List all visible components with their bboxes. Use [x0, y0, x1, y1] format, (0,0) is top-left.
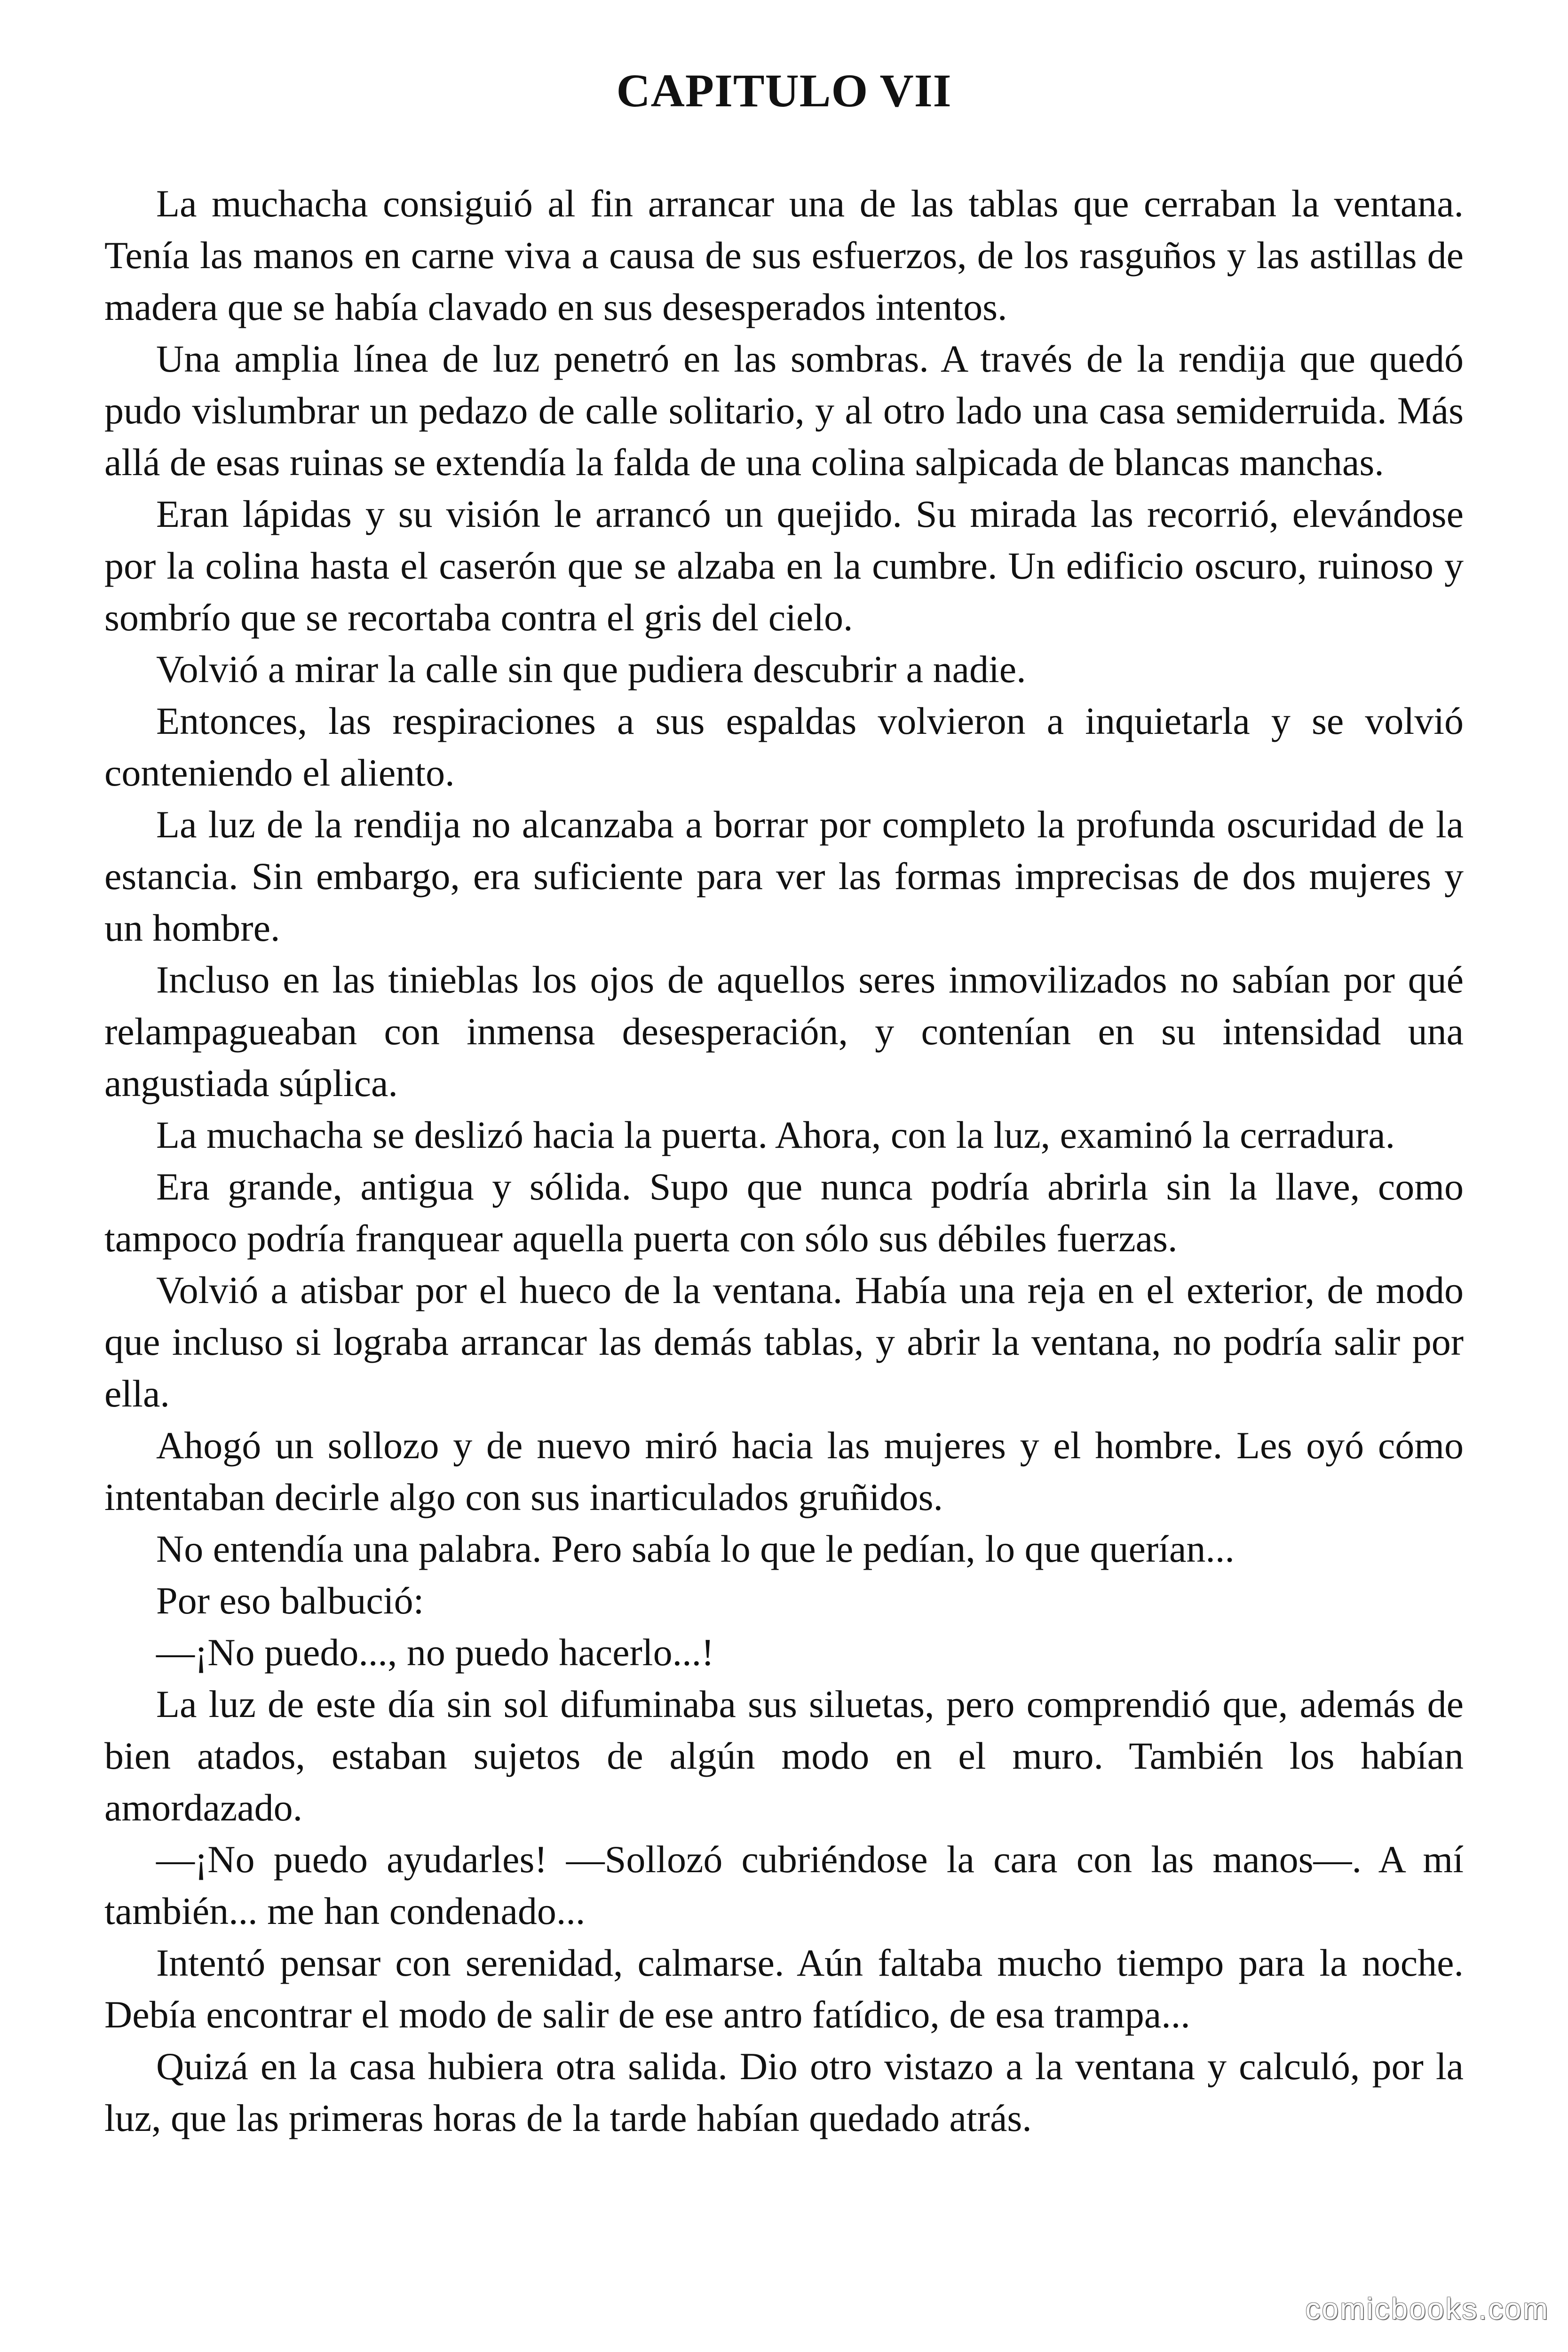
watermark: comicbooks.com [1305, 2292, 1549, 2326]
paragraph: —¡No puedo..., no puedo hacerlo...! [156, 1631, 714, 1674]
paragraph: Incluso en las tinieblas los ojos de aquellos seres inmovilizados no sabían por qué relampagueaban con inmensa desesperación, y contenían en su intensidad una angustiada súplica. [104, 958, 1464, 1104]
paragraph: Quizá en la casa hubiera otra salida. Dio otro vistazo a la ventana y calculó, por la luz, que las primeras horas de la tarde habían quedado atrás. [104, 2045, 1464, 2139]
paragraph: —¡No puedo ayudarles! —Sollozó cubriéndose la cara con las manos—. A mí también... me han condenado... [104, 1838, 1464, 1932]
paragraph: La luz de la rendija no alcanzaba a borrar por completo la profunda oscuridad de la estancia. Sin embargo, era suficiente para ver las formas imprecisas de dos mujeres y un hombre. [104, 803, 1464, 949]
paragraph: Ahogó un sollozo y de nuevo miró hacia las mujeres y el hombre. Les oyó cómo intentaban decirle algo con sus inarticulados gruñidos. [104, 1424, 1464, 1518]
chapter-body [104, 178, 1464, 2144]
paragraph: Volvió a mirar la calle sin que pudiera descubrir a nadie. [156, 648, 1026, 691]
paragraph: Volvió a atisbar por el hueco de la ventana. Había una reja en el exterior, de modo que incluso si lograba arrancar las demás tablas, y abrir la ventana, no podría salir por ella. [104, 1269, 1464, 1415]
paragraph: Eran lápidas y su visión le arrancó un quejido. Su mirada las recorrió, elevándose por la colina hasta el caserón que se alzaba en la cumbre. Un edificio oscuro, ruinoso y sombrío que se recortaba contra el gris del cielo. [104, 493, 1464, 639]
paragraph: La muchacha se deslizó hacia la puerta. Ahora, con la luz, examinó la cerradura. [156, 1113, 1395, 1156]
paragraph: Una amplia línea de luz penetró en las sombras. A través de la rendija que quedó pudo vislumbrar un pedazo de calle solitario, y al otro lado una casa semiderruida. Más allá de esas ruinas se extendía la falda de una colina salpicada de blancas manchas. [104, 337, 1464, 484]
paragraph: No entendía una palabra. Pero sabía lo que le pedían, lo que querían... [156, 1527, 1235, 1570]
paragraph: Entonces, las respiraciones a sus espaldas volvieron a inquietarla y se volvió conteniendo el aliento. [104, 699, 1464, 794]
paragraph: La muchacha consiguió al fin arrancar una de las tablas que cerraban la ventana. Tenía las manos en carne viva a causa de sus esfuerzos, de los rasguños y las astillas de madera que se había clavado en sus desesperados intentos. [104, 182, 1464, 328]
paragraph: La luz de este día sin sol difuminaba sus siluetas, pero comprendió que, además de bien atados, estaban sujetos de algún modo en el muro. También los habían amordazado. [104, 1683, 1464, 1829]
paragraph: Por eso balbució: [156, 1579, 424, 1622]
paragraph: Era grande, antigua y sólida. Supo que nunca podría abrirla sin la llave, como tampoco podría franquear aquella puerta con sólo sus débiles fuerzas. [104, 1165, 1464, 1260]
chapter-title: CAPITULO VII [616, 64, 952, 117]
paragraph: Intentó pensar con serenidad, calmarse. Aún faltaba mucho tiempo para la noche. Debía encontrar el modo de salir de ese antro fatídico, de esa trampa... [104, 1941, 1464, 2036]
